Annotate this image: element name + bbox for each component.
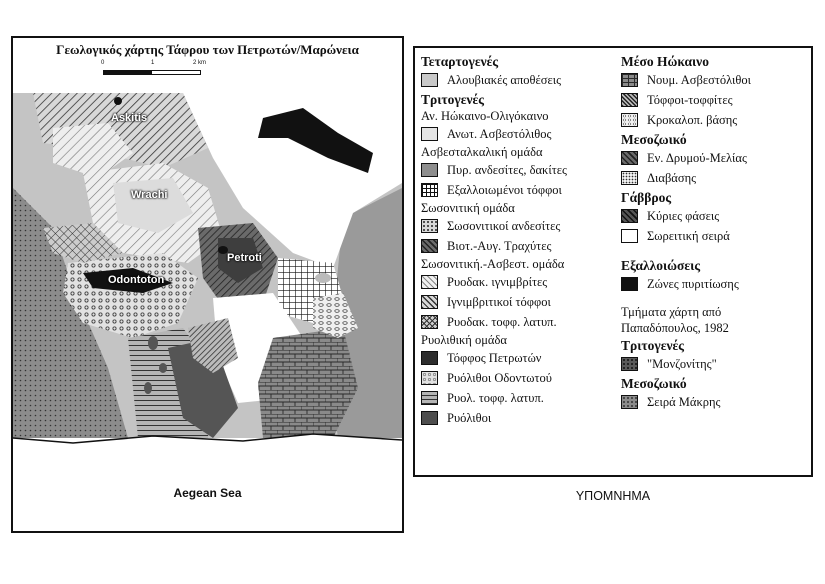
legend-item-label: Ιγνιμβριτικοί τόφφοι: [447, 294, 551, 309]
legend-item: [421, 408, 626, 428]
legend-column-1: [421, 52, 626, 428]
legend-item: [421, 160, 626, 180]
legend-item: [421, 292, 626, 312]
legend-spacer: [621, 294, 811, 304]
legend-item: [421, 368, 626, 388]
legend-swatch: [421, 73, 438, 87]
legend-swatch: [421, 295, 438, 309]
legend-item-label: Αλουβιακές αποθέσεις: [447, 72, 562, 87]
legend-column-2: [621, 52, 811, 412]
legend-swatch: [621, 171, 638, 185]
geological-map: [11, 36, 404, 533]
legend-item-label: Ρυολ. τοφφ. λατυπ.: [447, 390, 544, 405]
legend-item-label: Σωσονιτικοί ανδεσίτες: [447, 218, 561, 233]
legend-swatch: [421, 371, 438, 385]
legend-item-label: Ζώνες πυριτίωσης: [647, 276, 739, 291]
legend-item: [621, 274, 811, 294]
legend-swatch: [421, 239, 438, 253]
legend-swatch: [621, 209, 638, 223]
legend-group-heading: Γάββρος: [621, 190, 672, 205]
legend-swatch: [621, 93, 638, 107]
legend-item-label: Πυρ. ανδεσίτες, δακίτες: [447, 162, 567, 177]
legend-swatch: [421, 411, 438, 425]
legend-swatch: [621, 113, 638, 127]
legend-item: [621, 90, 811, 110]
legend-item: [621, 226, 811, 246]
legend-item-label: "Μονζονίτης": [647, 356, 717, 371]
legend-item: [421, 70, 626, 90]
legend-item: [621, 70, 811, 90]
legend-item-label: Ρυόλιθοι: [447, 410, 492, 425]
legend-swatch: [421, 275, 438, 289]
scale-tick-label: 1: [151, 60, 155, 66]
legend-panel: [413, 46, 813, 477]
place-label-askitis: Askitis: [111, 112, 148, 124]
legend-swatch: [621, 277, 638, 291]
legend-swatch: [421, 163, 438, 177]
legend-item-label: Βιοτ.-Αυγ. Τραχύτες: [447, 238, 552, 253]
legend-swatch: [621, 357, 638, 371]
scale-tick-label: 0: [101, 60, 105, 66]
legend-item-label: Ρυοδακ. τοφφ. λατυπ.: [447, 314, 557, 329]
legend-item-label: Σειρά Μάκρης: [647, 394, 721, 409]
legend-swatch: [621, 73, 638, 87]
place-label-petroti: Petroti: [227, 252, 262, 264]
legend-item: [621, 110, 811, 130]
legend-item-label: Ανωτ. Ασβεστόλιθος: [447, 126, 552, 141]
legend-group-heading: Τεταρτογενές: [421, 54, 499, 69]
legend-subgroup-label: Ρυολιθική ομάδα: [421, 333, 507, 347]
legend-swatch: [621, 229, 638, 243]
place-label-wrachi: Wrachi: [131, 189, 168, 201]
legend-swatch: [421, 183, 438, 197]
legend-item-label: Εξαλλοιωμένοι τόφφοι: [447, 182, 562, 197]
legend-item: [621, 168, 811, 188]
legend-swatch: [421, 219, 438, 233]
legend-item-label: Κύριες φάσεις: [647, 208, 720, 223]
legend-swatch: [421, 391, 438, 405]
map-title: Γεωλογικός χάρτης Τάφρου των Πετρωτών/Μαρώνεια: [56, 42, 359, 57]
legend-group-heading: Μέσο Ηώκαινο: [621, 54, 709, 69]
legend-item-label: Κροκαλοπ. βάσης: [647, 112, 738, 127]
legend-subgroup-label: Ασβεσταλκαλική ομάδα: [421, 145, 543, 159]
legend-item: [421, 216, 626, 236]
legend-spacer: [621, 246, 811, 256]
legend-subgroup-label: Τμήματα χάρτη από: [621, 305, 722, 319]
legend-item: [421, 124, 626, 144]
place-label-odontoton: Odontoton: [108, 274, 165, 286]
legend-item-label: Εν. Δρυμού-Μελίας: [647, 150, 747, 165]
legend-item-label: Σωρειτική σειρά: [647, 228, 730, 243]
legend-subgroup-label: Σωσονιτική ομάδα: [421, 201, 515, 215]
legend-item-label: Ρυόλιθοι Οδοντωτού: [447, 370, 552, 385]
legend-subgroup-label: Παπαδόπουλος, 1982: [621, 321, 729, 335]
legend-swatch: [421, 351, 438, 365]
sea-label: Aegean Sea: [173, 486, 242, 500]
legend-item: [621, 392, 811, 412]
legend-group-heading: Μεσοζωικό: [621, 132, 687, 147]
legend-item-label: Τόφφοι-τοφφίτες: [647, 92, 733, 107]
legend-item: [621, 206, 811, 226]
legend-group-heading: Τριτογενές: [421, 92, 484, 107]
legend-item: [421, 180, 626, 200]
legend-item: [421, 388, 626, 408]
legend-item-label: Νουμ. Ασβεστόλιθοι: [647, 72, 751, 87]
legend-subgroup-label: Σωσονιτική.-Ασβεστ. ομάδα: [421, 257, 565, 271]
legend-subgroup-label: Αν. Ηώκαινο-Ολιγόκαινο: [421, 109, 549, 123]
legend-item: [421, 272, 626, 292]
legend-swatch: [621, 151, 638, 165]
legend-item: [421, 312, 626, 332]
legend-swatch: [621, 395, 638, 409]
legend-item: [421, 236, 626, 256]
legend-swatch: [421, 127, 438, 141]
map-scale-bar: [101, 60, 211, 82]
legend-item-label: Ρυοδακ. ιγνιμβρίτες: [447, 274, 548, 289]
legend-item-label: Τόφφος Πετρωτών: [447, 350, 542, 365]
legend-group-heading: Εξαλλοιώσεις: [621, 258, 701, 273]
scale-tick-label: 2 km: [193, 60, 207, 66]
legend-group-heading: Τριτογενές: [621, 338, 684, 353]
legend-swatch: [421, 315, 438, 329]
legend-caption: ΥΠΟΜΝΗΜΑ: [575, 489, 651, 503]
map-drawing: [13, 38, 402, 531]
legend-item: [621, 148, 811, 168]
legend-item: [621, 354, 811, 374]
legend-group-heading: Μεσοζωικό: [621, 376, 687, 391]
scale-bar-line: [103, 70, 201, 75]
legend-item: [421, 348, 626, 368]
legend-item-label: Διαβάσης: [647, 170, 697, 185]
